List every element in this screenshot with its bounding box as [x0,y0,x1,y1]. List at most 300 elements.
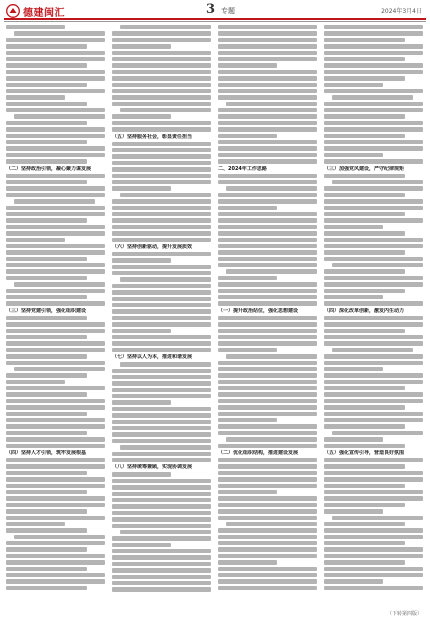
text-line [112,524,211,528]
text-line [112,121,211,125]
text-line [6,412,87,416]
text-line [112,375,211,379]
text-line [112,114,171,118]
text-line [6,276,87,280]
text-line [324,295,383,299]
text-line [112,57,211,61]
text-line [218,329,317,333]
text-line [324,399,423,403]
text-line [218,153,317,157]
text-line [6,437,105,441]
text-line [218,225,317,229]
text-line [324,586,423,590]
masthead-title: 德建闽汇 [23,7,65,19]
text-line [218,316,317,320]
text-line [324,89,423,93]
text-line [14,31,105,35]
text-line [6,193,105,197]
text-line [112,271,211,275]
text-line [6,316,87,320]
text-line [218,535,317,539]
text-line [112,51,211,55]
text-line [218,180,317,184]
text-line [112,174,211,178]
text-line [218,114,317,118]
text-line [6,471,87,475]
text-line [226,269,317,273]
text-line [14,199,95,203]
text-line [6,250,105,254]
text-line [324,464,405,468]
text-line [332,263,423,267]
text-line [6,554,105,558]
text-line [218,250,317,254]
text-line [226,102,317,106]
text-line [218,503,317,507]
text-line [218,509,317,513]
text-line [14,114,105,118]
text-line [120,362,211,366]
text-line [6,528,87,532]
section-heading: （四）坚持人才引领，筑牢发展根基 [6,450,87,456]
text-line [14,535,105,539]
section-heading: （七）坚持以人为本，推进和谐发展 [112,354,193,361]
text-line [112,206,211,210]
text-line [112,549,211,553]
text-line [324,44,423,48]
text-line [6,541,105,545]
text-line [218,146,317,150]
text-line [112,63,211,67]
text-line [218,458,317,462]
text-line [324,63,423,67]
text-line [112,231,211,235]
section-heading: （五）坚持服务社会，彰显责任担当 [112,133,193,140]
text-line [6,102,87,106]
text-line [112,309,211,313]
text-line [218,108,317,112]
text-line [218,238,317,242]
text-line [218,367,317,371]
text-line [324,380,423,384]
text-line [14,282,105,286]
text-line [6,44,87,48]
text-line [332,180,423,184]
text-line [6,418,105,422]
section-heading: （四）深化改革创新，激发内生动力 [324,307,405,314]
text-line [112,369,211,373]
text-line [324,83,383,87]
text-line [6,89,105,93]
text-line [218,83,317,87]
text-line [218,159,317,163]
text-line [112,341,211,345]
text-line [6,373,87,377]
text-line [324,560,405,564]
text-line [218,282,317,286]
text-line [6,186,105,190]
text-line [112,76,211,80]
text-line [218,95,317,99]
text-line [112,413,211,417]
text-line [112,38,211,42]
text-line [324,373,423,377]
text-line [6,579,105,583]
text-line [226,186,317,190]
text-line [6,405,105,409]
text-line [324,146,423,150]
text-line [218,471,317,475]
text-line [6,146,105,150]
text-line [324,477,423,481]
text-line [6,269,105,273]
text-line [6,225,105,229]
text-line [218,496,317,500]
text-line [6,458,105,462]
text-line [324,289,405,293]
text-line [6,212,105,216]
text-line [218,212,317,216]
text-line [218,89,317,93]
text-line [6,244,105,248]
text-line [6,547,87,551]
text-line [6,354,87,358]
text-line [112,543,171,547]
text-line [6,134,105,138]
text-line [324,392,423,396]
text-line [324,193,405,197]
text-line [324,528,423,532]
text-line [324,535,423,539]
text-line [112,258,171,262]
text-line [120,277,211,281]
text-line [218,554,317,558]
text-line [6,38,105,42]
text-line [218,528,317,532]
text-line [324,386,405,390]
text-line [324,31,423,35]
text-line [218,51,317,55]
text-line [6,263,105,267]
text-line [14,367,105,371]
text-line [226,522,317,526]
text-line [324,503,405,507]
text-line [6,140,87,144]
section-heading: （五）强化宣传引导，营造良好氛围 [324,450,405,456]
text-line [218,206,277,210]
text-line [218,218,317,222]
header-thin-rule [4,21,426,22]
text-line [324,218,423,222]
text-line [324,159,423,163]
text-line [6,335,87,339]
text-line [218,399,317,403]
text-line [324,199,423,203]
text-line [324,70,423,74]
text-line [6,180,87,184]
text-line [226,437,317,441]
text-line [112,186,171,190]
text-line [6,174,105,178]
article-body [6,25,426,611]
text-line [332,348,413,352]
text-line [6,444,105,448]
text-line [218,70,317,74]
text-column-4 [324,25,423,611]
text-line [6,289,105,293]
text-line [218,361,317,365]
text-line [218,586,317,590]
text-line [324,76,405,80]
text-line [112,498,211,502]
text-line [324,153,383,157]
text-line [324,134,405,138]
text-line [112,492,211,496]
text-line [218,573,317,577]
text-line [324,567,423,571]
section-heading: （三）坚持党建引领，强化组织建设 [6,307,87,314]
text-line [324,405,405,409]
text-line [324,509,383,513]
text-line [324,250,405,254]
text-line [6,95,65,99]
section-heading: 二、2024年工作思路 [218,165,267,172]
text-line [324,354,423,358]
text-line [324,121,423,125]
text-line [6,57,105,61]
text-line [324,212,405,216]
text-line [6,63,87,67]
text-line [218,174,317,178]
text-line [218,31,317,35]
text-line [324,541,405,545]
text-line [6,477,105,481]
section-heading: （八）坚持统筹兼顾，实现协调发展 [112,464,193,471]
text-line [112,388,211,392]
text-line [112,284,211,288]
text-line [112,70,211,74]
text-line [112,575,211,579]
text-line [6,386,105,390]
text-line [112,297,211,301]
text-line [120,25,211,29]
text-line [324,418,423,422]
text-line [218,322,317,326]
text-line [112,161,211,165]
text-line [6,153,105,157]
text-line [218,276,277,280]
text-line [324,102,423,106]
text-line [112,44,171,48]
text-line [218,140,317,144]
issue-date: 2024年3月4日 [381,8,422,15]
text-line [6,348,105,352]
text-line [6,322,105,326]
text-line [324,282,423,286]
text-line [6,496,105,500]
text-line [218,335,317,339]
text-line [324,484,405,488]
text-line [324,108,423,112]
text-line [6,257,87,261]
text-line [324,231,405,235]
text-line [6,159,87,163]
text-line [6,329,105,333]
text-column-1 [6,25,105,611]
text-line [6,560,105,564]
text-line [324,341,423,345]
text-line [112,154,211,158]
text-line [324,367,383,371]
text-line [112,348,211,352]
section-heading: （二）坚持政治引领，凝心聚力谋发展 [6,165,92,172]
text-line [324,329,405,333]
text-line [6,51,105,55]
text-line [324,322,423,326]
page-number: 3 [206,2,216,17]
text-line [218,348,277,352]
text-line [218,541,317,545]
text-line [112,407,211,411]
text-line [324,174,405,178]
text-line [6,76,105,80]
text-line [324,257,423,261]
text-line [332,431,423,435]
text-line [112,472,171,476]
text-line [112,180,211,184]
text-line [112,562,211,566]
text-line [218,295,317,299]
text-line [218,547,317,551]
text-line [218,418,277,422]
section-heading: （一）提升政治站位，强化思想建设 [218,307,299,314]
text-line [324,25,423,29]
text-line [218,257,317,261]
text-line [120,193,211,197]
text-line [6,127,105,131]
text-line [6,218,87,222]
text-line [332,95,413,99]
text-line [218,484,317,488]
text-line [6,464,105,468]
text-line [6,295,87,299]
text-line [6,522,65,526]
text-line [324,114,405,118]
text-line [112,504,211,508]
text-line [120,445,211,449]
text-line [6,431,87,435]
text-line [6,399,105,403]
text-line [324,412,423,416]
text-line [218,341,317,345]
text-line [112,329,171,333]
text-line [324,206,423,210]
text-line [324,316,423,320]
text-line [6,301,105,305]
text-line [6,70,105,74]
text-line [112,485,211,489]
text-line [324,458,423,462]
text-line [324,186,423,190]
text-line [112,252,211,256]
text-line [112,568,211,572]
text-line [218,412,317,416]
text-line [112,102,211,106]
text-line [112,420,211,424]
text-line [218,392,317,396]
text-line [218,244,317,248]
text-line [324,301,423,305]
text-line [112,587,211,591]
text-line [112,511,211,515]
text-line [324,238,423,242]
text-line [218,231,317,235]
text-line [6,83,87,87]
text-line [324,579,383,583]
text-line [6,503,105,507]
text-line [112,83,211,87]
text-line [112,517,211,521]
text-line [218,63,277,67]
text-line [324,361,423,365]
text-line [324,437,383,441]
section-heading: （三）加强党风建设，严守纪律规矩 [324,165,405,172]
text-line [112,381,211,385]
text-line [218,464,317,468]
text-line [112,479,211,483]
section-heading: （二）优化组织结构，推进建设发展 [218,450,299,456]
text-line [218,431,317,435]
text-line [6,392,87,396]
text-line [6,586,87,590]
text-line [6,509,87,513]
text-line [218,193,317,197]
text-line [112,536,211,540]
text-line [112,225,211,229]
text-line [6,238,65,242]
text-line [226,354,317,358]
text-line [218,386,317,390]
text-column-3 [218,25,317,611]
text-line [324,471,423,475]
text-line [324,244,423,248]
text-line [112,394,211,398]
masthead-logo [6,4,65,18]
text-line [218,424,317,428]
text-line [120,108,211,112]
text-line [218,127,317,131]
text-line [112,400,171,404]
text-line [218,490,277,494]
text-line [112,555,211,559]
text-line [218,263,317,267]
text-line [218,199,317,203]
text-line [112,265,211,269]
text-line [112,322,211,326]
text-line [332,516,423,520]
text-line [218,44,317,48]
text-line [6,516,105,520]
text-line [112,148,211,152]
text-line [218,25,317,29]
text-line [112,89,211,93]
text-line [324,496,423,500]
text-line [218,76,317,80]
text-line [218,444,317,448]
text-line [6,361,105,365]
text-line [6,231,105,235]
text-line [112,290,211,294]
